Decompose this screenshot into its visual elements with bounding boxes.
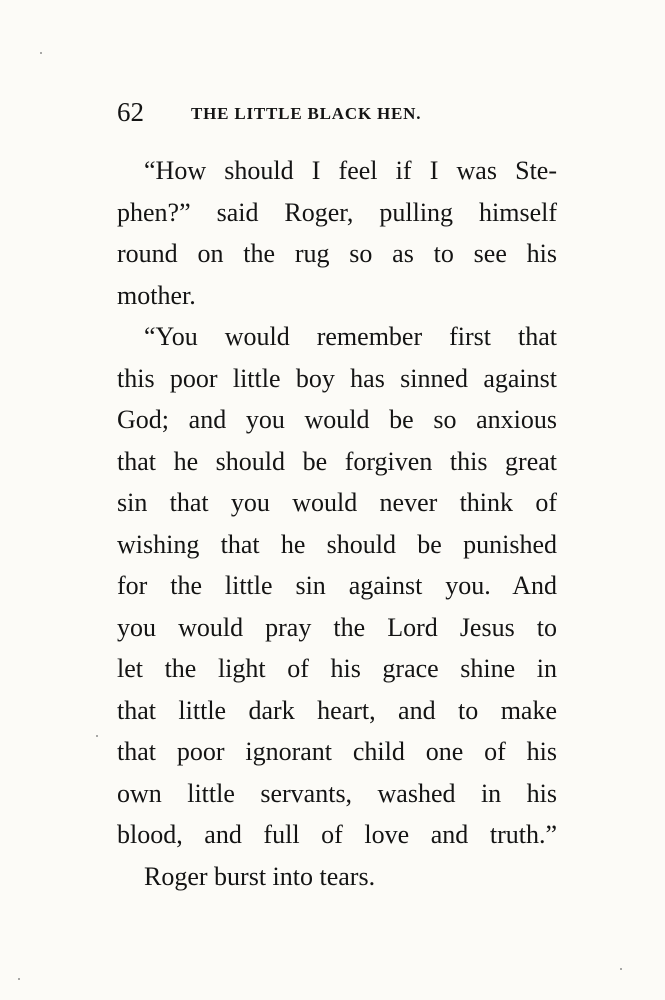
paper-speck bbox=[40, 52, 42, 54]
text-line: blood, and full of love and truth.” bbox=[117, 820, 557, 849]
text-line: mother. bbox=[117, 280, 196, 310]
text-line: wishing that he should be punished bbox=[117, 529, 557, 559]
page-number: 62 bbox=[117, 97, 144, 127]
running-title: THE LITTLE BLACK HEN. bbox=[191, 104, 422, 123]
text-line: you would pray the Lord Jesus to bbox=[117, 612, 557, 642]
text-line: that little dark heart, and to make bbox=[117, 695, 557, 725]
text-line: round on the rug so as to see his bbox=[117, 239, 557, 268]
text-line: for the little sin against you. And bbox=[117, 571, 557, 600]
page-header bbox=[117, 95, 477, 129]
text-line: “How should I feel if I was Ste- bbox=[144, 156, 557, 185]
paper-speck bbox=[96, 735, 98, 737]
text-line: that he should be forgiven this great bbox=[117, 446, 557, 476]
text-line: this poor little boy has sinned against bbox=[117, 363, 557, 393]
text-line: let the light of his grace shine in bbox=[117, 654, 557, 683]
text-line: that poor ignorant child one of his bbox=[117, 737, 557, 766]
text-line: phen?” said Roger, pulling himself bbox=[117, 197, 557, 227]
body-text bbox=[117, 150, 557, 897]
text-line: Roger burst into tears. bbox=[144, 861, 376, 891]
text-line: “You would remember first that bbox=[144, 322, 557, 351]
text-line: God; and you would be so anxious bbox=[117, 405, 557, 434]
paper-speck bbox=[620, 968, 622, 970]
paper-speck bbox=[18, 978, 20, 980]
text-line: own little servants, washed in his bbox=[117, 778, 557, 808]
text-line: sin that you would never think of bbox=[117, 488, 557, 517]
